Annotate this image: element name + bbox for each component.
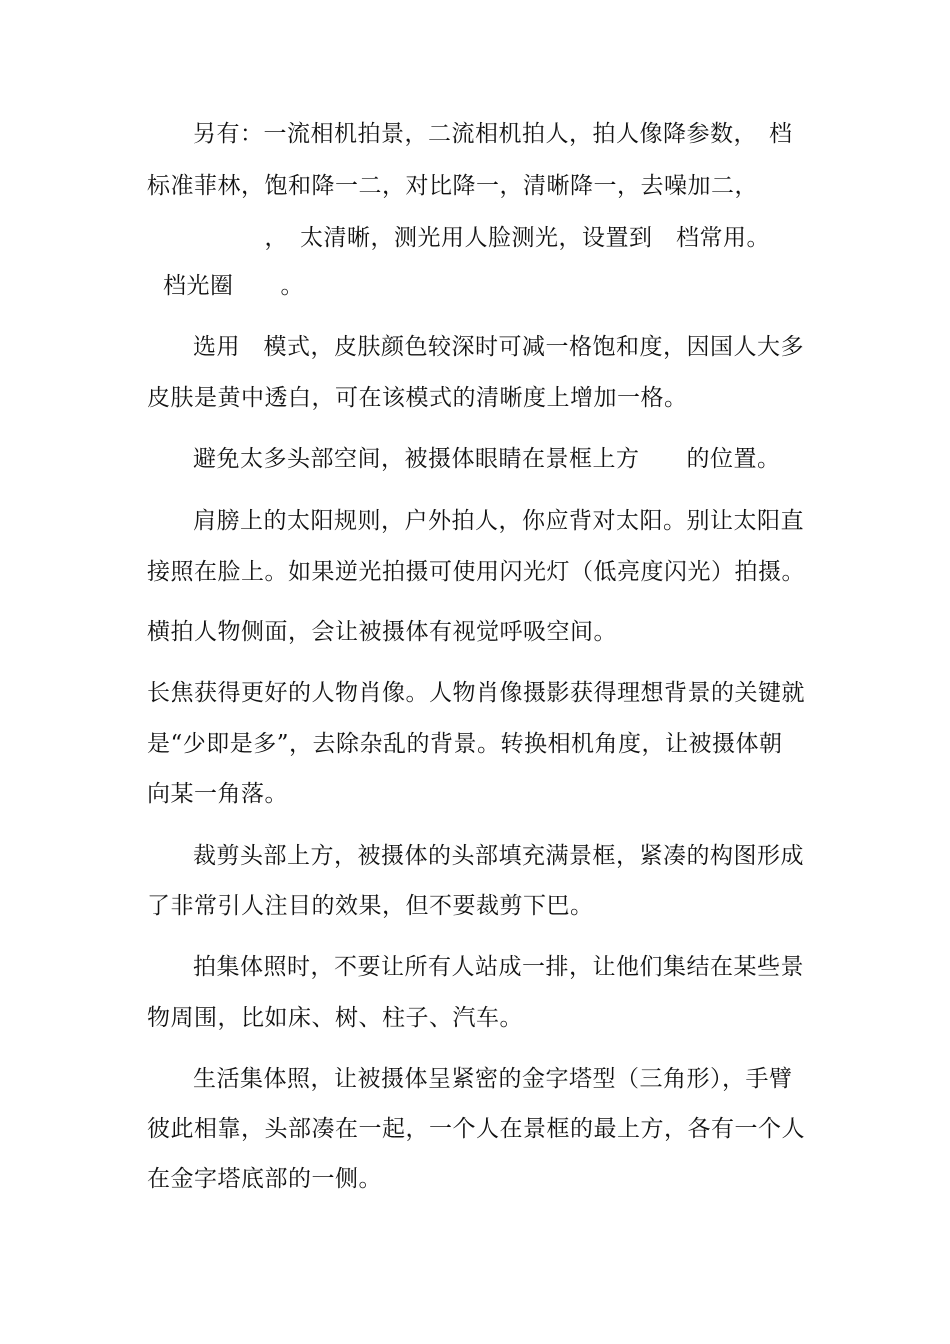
text-line: 横拍人物侧面，会让被摄体有视觉呼吸空间。: [147, 619, 617, 645]
text-line: 生活集体照，让被摄体呈紧密的金字塔型（三角形），手臂: [193, 1066, 793, 1092]
text-line: 裁剪头部上方，被摄体的头部填充满景框，紧凑的构图形成: [193, 843, 804, 869]
text-line: 了非常引人注目的效果，但不要裁剪下巴。: [147, 893, 594, 919]
text-line: 拍集体照时，不要让所有人站成一排，让他们集结在某些景: [193, 954, 804, 980]
text-line: 避免太多头部空间，被摄体眼睛在景框上方 的位置。: [193, 446, 781, 472]
text-line: 彼此相靠，头部凑在一起，一个人在景框的最上方，各有一个人: [147, 1116, 805, 1142]
text-line: ， 太清晰，测光用人脸测光，设置到 档常用。: [147, 225, 770, 251]
text-line: 标准菲林，饱和降一二，对比降一，清晰降一，去噪加二，: [147, 173, 758, 199]
text-line: 在金字塔底部的一侧。: [147, 1166, 382, 1192]
text-line: 向某一角落。: [147, 781, 288, 807]
text-line: 肩膀上的太阳规则，户外拍人，你应背对太阳。别让太阳直: [193, 508, 804, 534]
text-line: 物周围，比如床、树、柱子、汽车。: [147, 1005, 523, 1031]
text-line: 皮肤是黄中透白，可在该模式的清晰度上增加一格。: [147, 385, 688, 411]
text-line: 另有：一流相机拍景，二流相机拍人，拍人像降参数， 档: [193, 121, 793, 147]
text-line: 选用 模式，皮肤颜色较深时可减一格饱和度，因国人大多: [193, 334, 804, 360]
text-line: 是“少即是多”，去除杂乱的背景。转换相机角度，让被摄体朝: [147, 731, 783, 757]
text-line: 档光圈 。: [163, 273, 304, 299]
text-line: 接照在脸上。如果逆光拍摄可使用闪光灯（低亮度闪光）拍摄。: [147, 559, 805, 585]
text-line: 长焦获得更好的人物肖像。人物肖像摄影获得理想背景的关键就: [147, 680, 805, 706]
